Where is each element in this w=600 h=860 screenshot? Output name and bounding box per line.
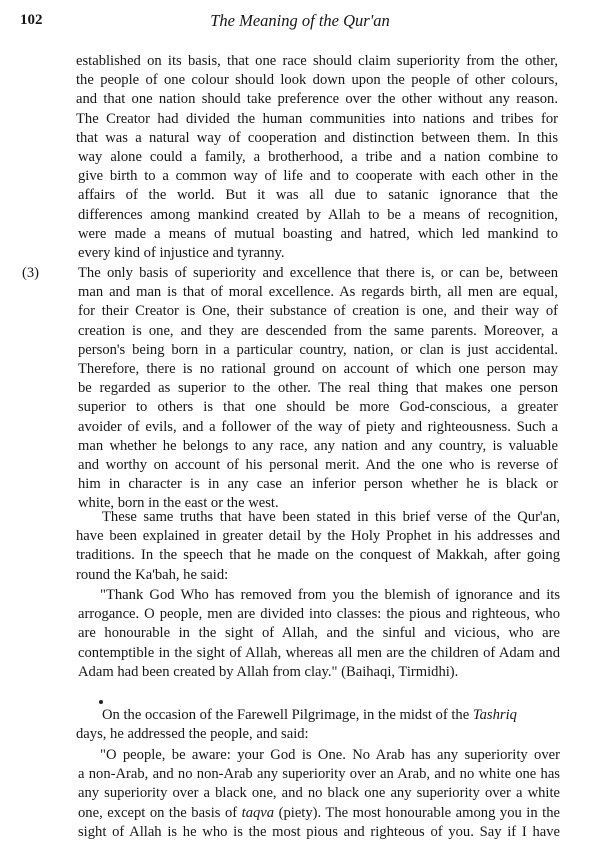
text-line: a non-Arab, and no non-Arab any superiority over an Arab, and no white one has xyxy=(78,766,560,783)
paragraph-1 xyxy=(76,52,558,148)
text-line: affairs of the world. But it was all due to satanic ignorance that the xyxy=(78,187,558,204)
text-line: Therefore, there is no rational ground on account of which one person may xyxy=(78,361,558,378)
page-number: 102 xyxy=(20,12,43,28)
paragraph-2 xyxy=(78,148,558,263)
text-line: arrogance. O people, men are divided into classes: the pious and righteous, who xyxy=(78,606,560,623)
text-line: The Creator had divided the human communities into nations and tribes for xyxy=(76,110,558,127)
page-header xyxy=(0,10,600,34)
text-line: avoider of evils, and a follower of the way of piety and righteousness. Such a xyxy=(78,418,558,435)
text-line: have been explained in greater detail by the Holy Prophet in his addresses and xyxy=(76,528,560,545)
text-line: person's being born in a particular country, nation, or clan is just accidental. xyxy=(78,341,558,358)
item-number: (3) xyxy=(22,265,40,281)
paragraph-6 xyxy=(76,706,560,744)
text-line: the people of one colour should look down upon the people of other colours, xyxy=(76,72,558,89)
text-line: sight of Allah is he who is the most pious and righteous of you. Say if I have xyxy=(78,823,560,840)
italic-term: Tashriq xyxy=(472,707,517,723)
text-line: superior to others is that one should be more God-conscious, a greater xyxy=(78,399,558,416)
text-line: The only basis of superiority and excellence that there is, or can be, between xyxy=(78,265,558,281)
text-line xyxy=(76,706,560,725)
ink-speck xyxy=(99,700,103,704)
text-line: for their Creator is One, their substance of creation is one, and their way of xyxy=(78,303,558,320)
text-line: every kind of injustice and tyranny. xyxy=(78,245,285,262)
text-line: round the Ka'bah, he said: xyxy=(76,566,229,583)
paragraph-4 xyxy=(76,508,560,585)
text-line: any superiority over a black one, and no black one any superiority over a white xyxy=(78,785,560,802)
text-line: creation is one, and they are descended from the same parents. Moreover, a xyxy=(78,322,558,339)
text-span: (piety). The most honourable among you in the xyxy=(274,804,560,821)
text-span: On the occasion of the Farewell Pilgrimage, in the midst of the xyxy=(102,707,473,723)
text-line: be regarded as superior to the other. The real thing that makes one person xyxy=(78,380,558,397)
quote-paragraph-2 xyxy=(78,746,560,842)
text-line: established on its basis, that one race should claim superiority from the other, xyxy=(76,53,558,69)
text-line: are honourable in the sight of Allah, and the sinful and vicious, who are xyxy=(78,625,560,642)
text-line: man and man is that of moral excellence. As regards birth, all men are equal, xyxy=(78,284,558,301)
text-line: traditions. In the speech that he made on the conquest of Makkah, after going xyxy=(76,547,560,564)
text-line: that was a natural way of cooperation and distinction between them. In this xyxy=(76,129,558,146)
text-line xyxy=(78,804,560,823)
text-line: days, he addressed the people, and said: xyxy=(76,726,309,743)
text-line: and that one nation should take preference over the other without any reason. xyxy=(76,91,558,108)
text-line: man whether he belongs to any race, any nation and any country, is valuable xyxy=(78,437,558,454)
text-line: These same truths that have been stated in this brief verse of the Qur'an, xyxy=(102,509,560,525)
text-line: give birth to a common way of life and to cooperate with each other in the xyxy=(78,168,558,185)
text-line: differences among mankind created by Allah to be a means of recognition, xyxy=(78,206,558,223)
text-line: white, born in the east or the west. xyxy=(78,495,279,512)
text-line: were made a means of mutual boasting and hatred, which led mankind to xyxy=(78,225,558,242)
italic-term: taqva xyxy=(241,804,275,821)
text-line: Adam had been created by Allah from clay." (Baihaqi, Tirmidhi). xyxy=(78,663,459,680)
text-line: "Thank God Who has removed from you the blemish of ignorance and its xyxy=(100,587,560,603)
paragraph-3 xyxy=(78,264,558,514)
text-line: him in character is in any case an inferior person whether he is black or xyxy=(78,476,558,493)
text-line: "O people, be aware: your God is One. No Arab has any superiority over xyxy=(100,747,560,763)
text-span: one, except on the basis of xyxy=(78,804,242,821)
text-line: contemptible in the sight of Allah, whereas all men are the children of Adam and xyxy=(78,644,560,661)
text-line: way alone could a family, a brotherhood, a tribe and a nation combine to xyxy=(78,149,558,165)
text-line: and worthy on account of his personal merit. And the one who is reverse of xyxy=(78,457,558,474)
quote-paragraph-1 xyxy=(78,586,560,682)
running-title: The Meaning of the Qur'an xyxy=(210,11,390,30)
